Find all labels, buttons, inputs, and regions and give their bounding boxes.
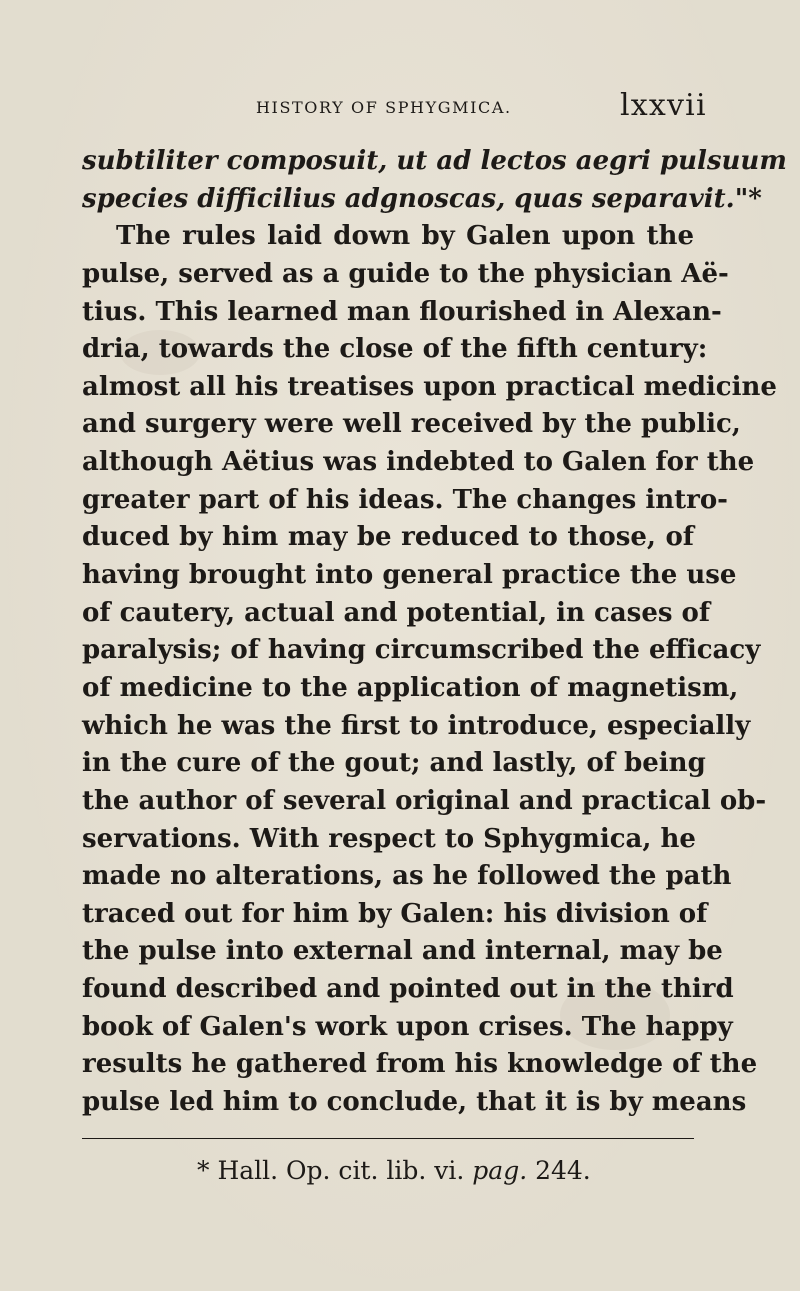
text-line: of medicine to the application of magnetism, <box>82 672 739 703</box>
text-line: almost all his treatises upon practical medicine <box>82 371 777 402</box>
main-text-block <box>82 143 787 1122</box>
text-line: the pulse into external and internal, may be <box>82 936 723 967</box>
text-line: dria, towards the close of the fifth century: <box>82 334 708 365</box>
text-line: book of Galen's work upon crises. The happy <box>82 1011 733 1042</box>
footnote-text: Hall. Op. cit. lib. vi. <box>217 1156 465 1185</box>
text-line: found described and pointed out in the third <box>82 974 734 1005</box>
page-number: lxxvii <box>620 88 707 123</box>
text-line-quote-1: subtiliter composuit, ut ad lectos aegri pulsuum <box>82 146 787 176</box>
text-line: traced out for him by Galen: his division of <box>82 898 708 929</box>
footnote <box>197 1156 591 1185</box>
text-line: in the cure of the gout; and lastly, of being <box>82 748 706 779</box>
text-line: although Aëtius was indebted to Galen for the <box>82 447 755 478</box>
running-title: HISTORY OF SPHYGMICA. <box>256 98 512 117</box>
text-line: pulse led him to conclude, that it is by means <box>82 1087 747 1118</box>
text-line: which he was the first to introduce, especially <box>82 710 751 741</box>
text-line: made no alterations, as he followed the path <box>82 861 732 892</box>
text-line: the author of several original and practical ob- <box>82 785 767 816</box>
text-line: and surgery were well received by the public, <box>82 409 741 440</box>
text-line: greater part of his ideas. The changes intro- <box>82 484 728 515</box>
text-line: paralysis; of having circumscribed the efficacy <box>82 635 761 666</box>
footnote-page-label: pag. <box>472 1156 528 1185</box>
footnote-divider <box>82 1138 694 1139</box>
page-header <box>0 88 800 128</box>
text-line: results he gathered from his knowledge of the <box>82 1049 758 1080</box>
text-line-paragraph-start: The rules laid down by Galen upon the <box>116 221 694 252</box>
text-line-quote-2: species difficilius adgnoscas, quas separavit."* <box>82 183 762 214</box>
text-line: pulse, served as a guide to the physician Aë- <box>82 258 729 289</box>
footnote-page-value: 244. <box>535 1156 591 1185</box>
text-line: tius. This learned man flourished in Alexan- <box>82 296 722 327</box>
text-line: having brought into general practice the use <box>82 560 737 591</box>
footnote-marker: * <box>197 1156 210 1185</box>
text-line: of cautery, actual and potential, in cases of <box>82 597 711 628</box>
text-line: duced by him may be reduced to those, of <box>82 522 694 553</box>
text-line: servations. With respect to Sphygmica, he <box>82 823 696 854</box>
